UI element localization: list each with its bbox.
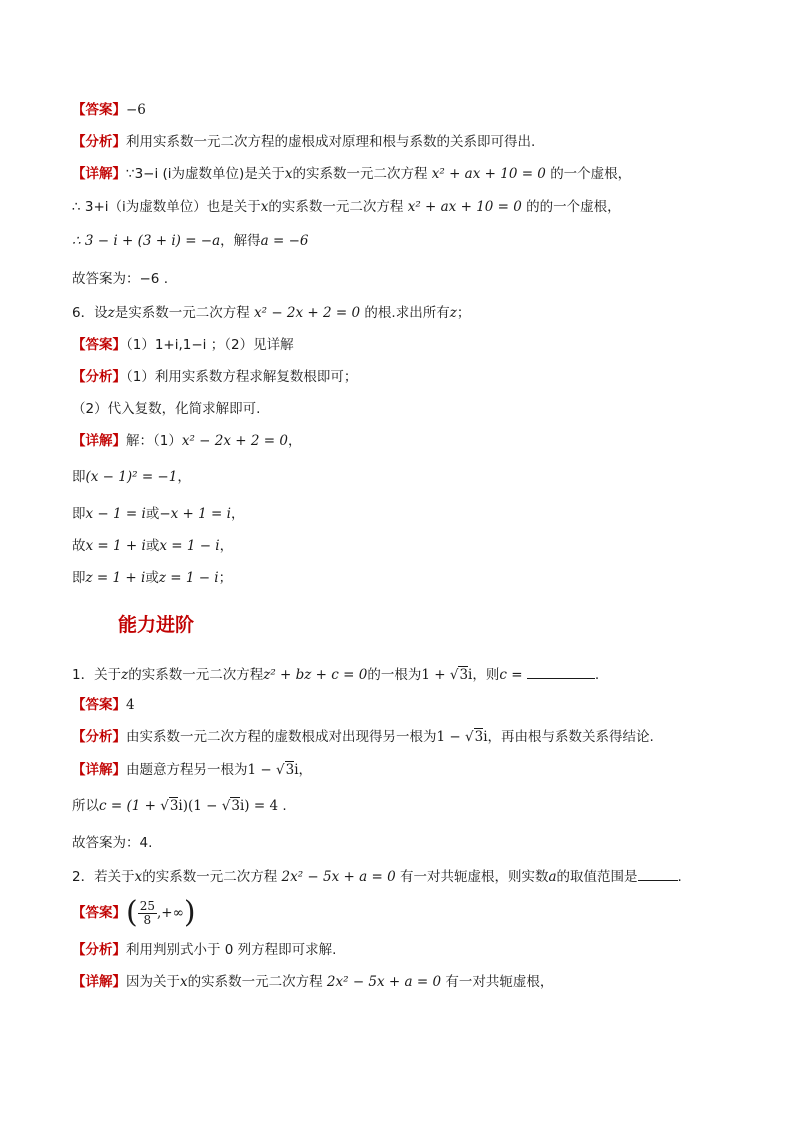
answer-value: 4 [126, 697, 135, 713]
answer-line-p1 [72, 696, 135, 714]
conclusion-line-p1 [72, 834, 152, 852]
detail-text: 故 [72, 538, 86, 554]
analysis-tag: 【分析】 [72, 134, 126, 150]
detail-line-5-3 [72, 232, 309, 250]
question-text: ； [456, 305, 471, 321]
analysis-text: 利用判别式小于 0 列方程即可求解. [126, 942, 337, 958]
math-var: z [107, 305, 115, 321]
math-equation: −x + 1 = i [159, 506, 231, 522]
detail-text: 的一个虚根， [550, 166, 632, 182]
answer-tag: 【答案】 [72, 337, 126, 353]
answer-line-5 [72, 101, 146, 119]
math-var: x [284, 166, 293, 182]
radicand: 3 [474, 729, 484, 745]
math-equation: z = 1 − i [158, 570, 219, 586]
detail-text: 或 [145, 506, 160, 522]
radicand: 3 [285, 762, 295, 778]
math-equation: z² + bz + c = 0 [263, 667, 368, 683]
math-equation: x² + ax + 10 = 0 [431, 166, 546, 182]
detail-text: 的实系数一元二次方程 [268, 199, 404, 215]
detail-tag: 【详解】 [72, 762, 126, 778]
question-text: 1．关于 [72, 667, 122, 683]
root-prefix: 1 − [247, 762, 276, 778]
radicand: 3 [169, 798, 179, 814]
math-equation: a = −6 [260, 233, 309, 249]
question-text: 是实系数一元二次方程 [114, 305, 250, 321]
fraction-denominator: 8 [143, 912, 152, 927]
detail-text: 或 [145, 538, 160, 554]
question-text: 的根.求出所有 [364, 305, 450, 321]
analysis-line-5 [72, 133, 535, 151]
analysis-line-p2 [72, 941, 336, 959]
analysis-tag: 【分析】 [72, 942, 126, 958]
detail-text: 解：（1） [126, 433, 182, 449]
detail-line-p1 [72, 761, 312, 779]
question-text: 有一对共轭虚根，则实数 [399, 869, 549, 885]
detail-text: ； [218, 570, 233, 586]
detail-line-6-2 [72, 468, 191, 486]
math-root: 1 − √3i [436, 729, 488, 745]
detail-line-6-1 [72, 432, 301, 450]
paren-left: ( [126, 895, 138, 930]
question-text: 的实系数一元二次方程 [128, 667, 264, 683]
answer-tag: 【答案】 [72, 102, 126, 118]
detail-line-5-1 [72, 165, 631, 183]
conclusion-line-5 [72, 270, 168, 288]
math-var: a [548, 869, 557, 885]
detail-line-p1-2 [72, 797, 287, 815]
math-equation: x = 1 − i [159, 538, 220, 554]
answer-line-6 [72, 336, 294, 354]
detail-text: . [278, 798, 287, 814]
math-equation: x² − 2x + 2 = 0 [254, 305, 361, 321]
problem-2 [72, 866, 682, 886]
analysis-text: 利用实系数一元二次方程的虚根成对原理和根与系数的关系即可得出. [126, 134, 536, 150]
detail-text: 即 [72, 570, 86, 586]
root-prefix: 1 + [421, 667, 450, 683]
detail-line-6-3 [72, 505, 244, 523]
detail-text: 所以 [72, 798, 99, 814]
answer-blank [527, 664, 595, 679]
root-suffix: i [483, 729, 488, 745]
math-root: 1 − √3i [247, 762, 299, 778]
math-equation: x² + ax + 10 = 0 [407, 199, 522, 215]
root-suffix: i [294, 762, 299, 778]
analysis-text: （2）代入复数，化简求解即可. [72, 401, 261, 417]
detail-tag: 【详解】 [72, 433, 126, 449]
math-equation: ∴ 3 − i + (3 + i) = −a [72, 233, 221, 249]
math-var: x [260, 199, 269, 215]
detail-text: 或 [145, 570, 159, 586]
detail-text: ， [298, 762, 313, 778]
paren-right: ) [183, 895, 196, 930]
math-var: z [449, 305, 457, 321]
radicand: 3 [231, 798, 240, 814]
question-text: 的取值范围是 [556, 869, 638, 885]
detail-text: 的实系数一元二次方程 [187, 974, 323, 990]
analysis-line-p1 [72, 728, 654, 746]
detail-text: ， [287, 433, 302, 449]
math-var: c [499, 667, 507, 683]
question-6 [72, 304, 470, 322]
analysis-tag: 【分析】 [72, 729, 126, 745]
question-text: . [677, 869, 682, 885]
analysis-text: 由实系数一元二次方程的虚数根成对出现得另一根为 [126, 729, 437, 745]
math-equation: (x − 1)² = −1 [85, 469, 178, 485]
detail-line-6-5 [72, 569, 232, 587]
root-suffix: i [468, 667, 473, 683]
detail-text: ， [230, 506, 245, 522]
answer-blank [638, 866, 678, 881]
analysis-line-6-1 [72, 368, 357, 386]
detail-text: ∵3−i (i为虚数单位)是关于 [126, 166, 285, 182]
question-text: 的实系数一元二次方程 [142, 869, 278, 885]
math-root: 1 + √3i [421, 667, 473, 683]
conclusion-text: 故答案为：−6 . [72, 271, 168, 287]
answer-line-p2 [72, 896, 196, 930]
math-equation: z = 1 + i [85, 570, 146, 586]
conclusion-text: 故答案为：4. [72, 835, 153, 851]
detail-text: 有一对共轭虚根， [445, 974, 554, 990]
detail-text: 由题意方程另一根为 [126, 762, 248, 778]
question-text: 6．设 [72, 305, 108, 321]
section-title: 能力进阶 [118, 614, 195, 636]
root-prefix: 1 − [436, 729, 465, 745]
radicand: 3 [459, 667, 469, 683]
math-equation: x² − 2x + 2 = 0 [181, 433, 288, 449]
detail-text: 即 [72, 506, 86, 522]
problem-1 [72, 664, 599, 684]
detail-text: ∴ 3+i（i为虚数单位）也是关于 [72, 199, 261, 215]
fraction [138, 900, 157, 927]
math-var: x [134, 869, 143, 885]
detail-line-6-4 [72, 537, 233, 555]
detail-text: 的的一个虚根， [526, 199, 621, 215]
answer-tag: 【答案】 [72, 905, 126, 921]
analysis-tag: 【分析】 [72, 369, 126, 385]
math-equation: x = 1 + i [85, 538, 146, 554]
math-var: x [180, 974, 188, 990]
math-equation: x − 1 = i [85, 506, 146, 522]
eq-part: c = (1 + [99, 798, 161, 814]
detail-line-5-2 [72, 198, 621, 216]
detail-text: ，解得 [220, 233, 261, 249]
eq-part: i) = 4 [239, 798, 279, 814]
question-text: ，则 [472, 667, 500, 683]
detail-tag: 【详解】 [72, 974, 126, 990]
question-text: 的一根为 [367, 667, 422, 683]
detail-text: ， [177, 469, 191, 485]
analysis-text: （1）利用实系数方程求解复数根即可； [126, 369, 358, 385]
math-equation: 2x² − 5x + a = 0 [326, 974, 442, 990]
question-text: = [506, 667, 527, 683]
math-equation: 2x² − 5x + a = 0 [281, 869, 396, 885]
analysis-text: ，再由根与系数关系得结论. [487, 729, 654, 745]
question-text: 2．若关于 [72, 869, 135, 885]
answer-value: （1）1+i,1−i ；（2）见详解 [126, 337, 294, 353]
math-var: z [121, 667, 129, 683]
eq-part: i)(1 − [178, 798, 222, 814]
detail-text: ， [219, 538, 234, 554]
detail-tag: 【详解】 [72, 166, 126, 182]
interval-rest: ,+∞ [157, 905, 184, 921]
question-text: . [594, 667, 600, 683]
analysis-line-6-2 [72, 400, 260, 418]
answer-tag: 【答案】 [72, 697, 126, 713]
detail-line-p2 [72, 973, 553, 991]
answer-value: −6 [126, 102, 146, 118]
detail-text: 因为关于 [126, 974, 180, 990]
fraction-numerator: 25 [139, 898, 155, 913]
detail-text: 即 [72, 469, 86, 485]
detail-text: 的实系数一元二次方程 [292, 166, 428, 182]
math-equation: c = (1 + √3i)(1 − √3i) = 4 [99, 798, 279, 814]
